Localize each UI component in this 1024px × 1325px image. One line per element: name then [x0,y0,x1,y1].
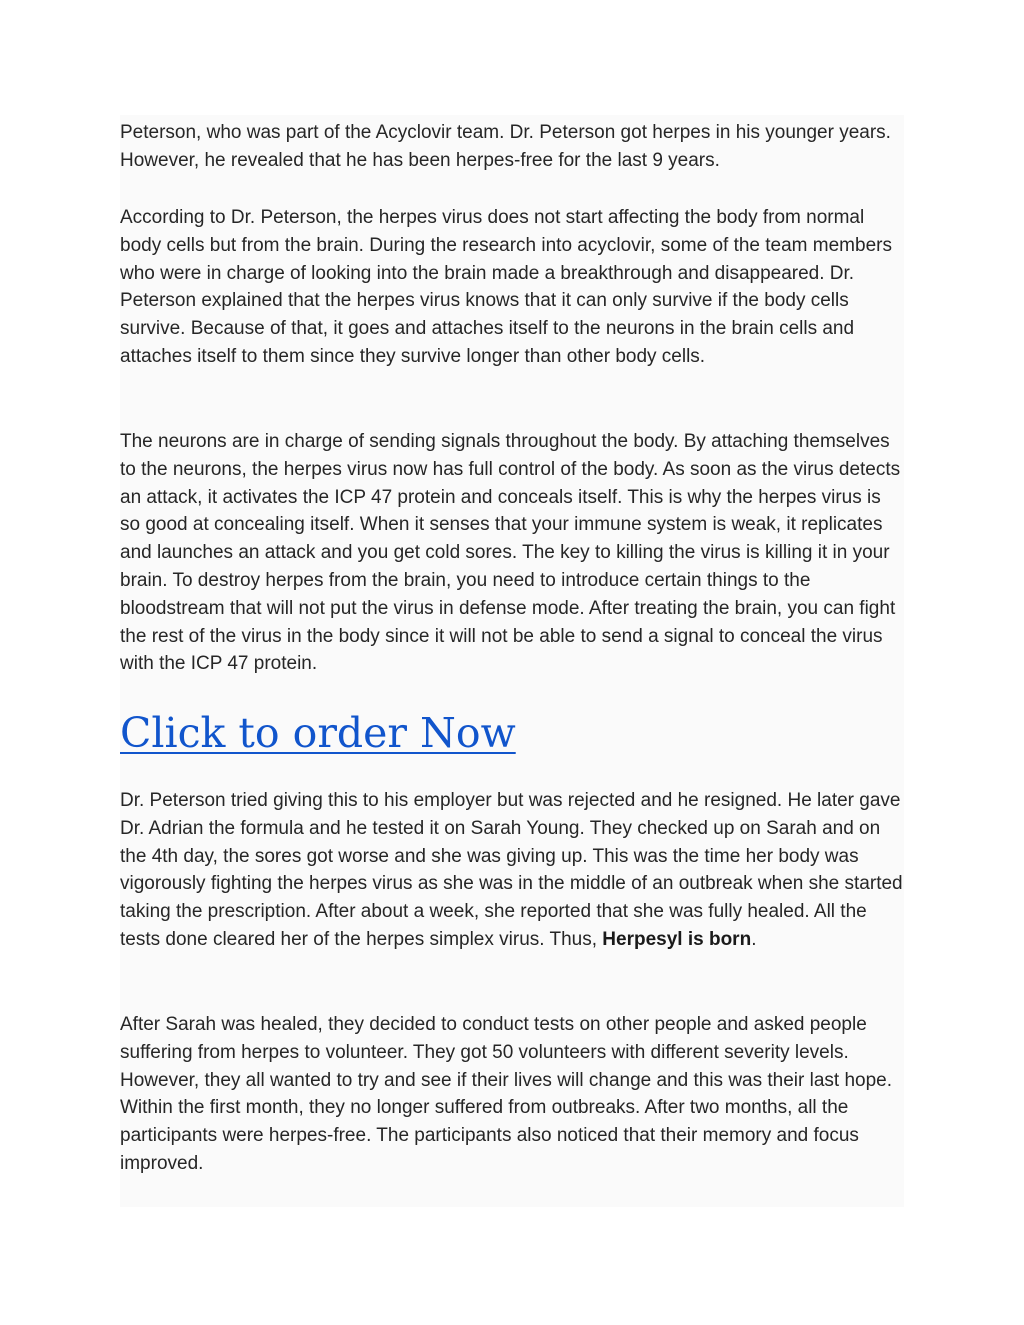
herpesyl-born-bold: Herpesyl is born [602,928,752,950]
article-body [120,115,904,1207]
paragraph-sarah-young-text: Dr. Peterson tried giving this to his employer but was rejected and he resigned. He later gave Dr. Adrian the formula and he tested it on Sarah Young. They checked up on Sarah and on the 4th day, the sores got worse and she was giving up. This was the time her body was vigorously fighting the herpes virus as she was in the middle of an outbreak when she started taking the prescription. After about a week, she reported that she was fully healed. All the tests done cleared her of the herpes simplex virus. Thus, [120,790,903,950]
paragraph-volunteers: After Sarah was healed, they decided to conduct tests on other people and asked people suffering from herpes to volunteer. They got 50 volunteers with different severity levels. However, they all wanted to try and see if their lives will change and this was their last hope. Within the first month, they no longer suffered from outbreaks. After two months, all the participants were herpes-free. The participants also noticed that their memory and focus improved. [120,1014,893,1174]
paragraph-virus-brain: According to Dr. Peterson, the herpes virus does not start affecting the body from normal body cells but from the brain. During the research into acyclovir, some of the team members who were in charge of looking into the brain made a breakthrough and disappeared. Dr. Peterson explained that the herpes virus knows that it can only survive if the body cells survive. Because of that, it goes and attaches itself to the neurons in the brain cells and attaches itself to them since they survive longer than other body cells. [120,207,892,367]
paragraph-sarah-young [120,787,904,954]
paragraph-peterson-intro: Peterson, who was part of the Acyclovir team. Dr. Peterson got herpes in his younger years. However, he revealed that he has been herpes-free for the last 9 years. [120,122,891,171]
order-now-link[interactable]: Click to order Now [120,709,516,757]
paragraph-sarah-young-end: . [751,928,757,950]
paragraph-neurons: The neurons are in charge of sending signals throughout the body. By attaching themselves to the neurons, the herpes virus now has full control of the body. As soon as the virus detects an attack, it activates the ICP 47 protein and conceals itself. This is why the herpes virus is so good at concealing itself. When it senses that your immune system is weak, it replicates and launches an attack and you get cold sores. The key to killing the virus is killing it in your brain. To destroy herpes from the brain, you need to introduce certain things to the bloodstream that will not put the virus in defense mode. After treating the brain, you can fight the rest of the virus in the body since it will not be able to send a signal to conceal the virus with the ICP 47 protein. [120,431,901,675]
